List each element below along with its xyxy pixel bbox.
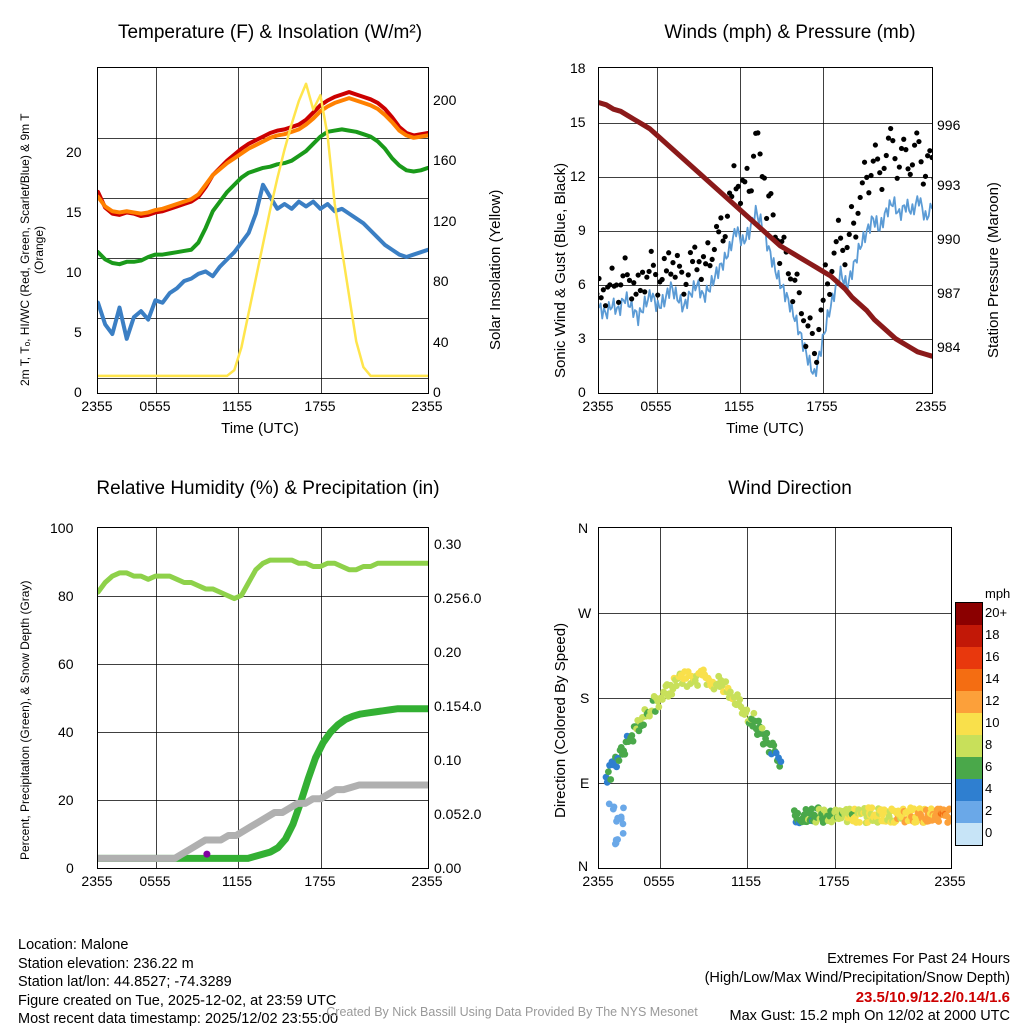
colorbar-segment: [956, 603, 982, 625]
plot-area-humidity: [97, 527, 429, 869]
colorbar-segment: [956, 691, 982, 713]
chart-title-temperature: Temperature (F) & Insolation (W/m²): [40, 22, 500, 44]
extremes-values: 23.5/10.9/12.2/0.14/1.6: [705, 988, 1010, 1007]
colorbar-segment: [956, 647, 982, 669]
chart-title-humidity: Relative Humidity (%) & Precipitation (in): [8, 478, 528, 500]
y-axis-label-wind-left: Sonic Wind & Gust (Blue, Black): [552, 135, 569, 405]
xtick-wind-1: 0555: [626, 398, 686, 414]
ytick-wind-3: 3: [578, 330, 586, 346]
colorbar-tick: 0: [985, 825, 992, 840]
y-axis-label-pressure-right: Station Pressure (Maroon): [985, 140, 1002, 400]
ytick-wind-6: 6: [578, 276, 586, 292]
ytick-snow-6: 6.0: [462, 590, 481, 606]
y-axis-label-temperature-left: 2m T, Tₒ, HI/WC (Red, Green, Scarlet/Blue) & 9m T (Orange): [18, 110, 46, 390]
ytick-precip-010: 0.10: [434, 752, 461, 768]
ytick-precip-025: 0.25: [434, 590, 461, 606]
ytick-insol-40: 40: [433, 334, 449, 350]
colorbar-segment: [956, 801, 982, 823]
colorbar-tick: 12: [985, 693, 999, 708]
ytick-temp-10: 10: [66, 264, 82, 280]
ytick-press-993: 993: [937, 177, 960, 193]
ytick-wind-18: 18: [570, 60, 586, 76]
xtick-temp-0: 2355: [67, 398, 127, 414]
figure-credit: Created By Nick Bassill Using Data Provided By The NYS Mesonet: [0, 1005, 1024, 1019]
xtick-temp-4: 2355: [397, 398, 457, 414]
chart-title-winds: Winds (mph) & Pressure (mb): [580, 22, 1000, 44]
plot-area-temperature: [97, 67, 429, 394]
xtick-rh-4: 2355: [397, 873, 457, 889]
ytick-temp-5: 5: [74, 324, 82, 340]
xtick-dir-3: 1755: [804, 873, 864, 889]
ytick-wind-12: 12: [570, 168, 586, 184]
series-humidity: [98, 528, 428, 868]
ytick-insol-0: 0: [433, 384, 441, 400]
colorbar-tick: 4: [985, 781, 992, 796]
colorbar-segment: [956, 713, 982, 735]
y-axis-label-humidity-left: Percent, Precipitation (Green), & Snow Depth (Gray): [18, 570, 32, 870]
ytick-wind-9: 9: [578, 222, 586, 238]
xtick-rh-1: 0555: [125, 873, 185, 889]
colorbar-segment: [956, 669, 982, 691]
xtick-rh-0: 2355: [67, 873, 127, 889]
ytick-wind-0: 0: [578, 384, 586, 400]
ytick-precip-005: 0.05: [434, 806, 461, 822]
ytick-precip-0: 0.00: [434, 860, 461, 876]
xtick-rh-2: 1155: [207, 873, 267, 889]
x-axis-label-temperature: Time (UTC): [160, 420, 360, 437]
colorbar-tick: 18: [985, 627, 999, 642]
ytick-press-987: 987: [937, 285, 960, 301]
ytick-dir-w: W: [578, 605, 591, 621]
colorbar-segment: [956, 735, 982, 757]
ytick-precip-030: 0.30: [434, 536, 461, 552]
ytick-rh-100: 100: [50, 520, 73, 536]
ytick-rh-0: 0: [66, 860, 74, 876]
ytick-temp-20: 20: [66, 144, 82, 160]
ytick-rh-40: 40: [58, 724, 74, 740]
xtick-wind-0: 2355: [568, 398, 628, 414]
colorbar-tick: 6: [985, 759, 992, 774]
colorbar-segment: [956, 779, 982, 801]
xtick-temp-1: 0555: [125, 398, 185, 414]
ytick-dir-e: E: [580, 775, 589, 791]
xtick-wind-2: 1155: [709, 398, 769, 414]
ytick-rh-60: 60: [58, 656, 74, 672]
series-winds: [599, 68, 932, 393]
ytick-dir-n-top: N: [578, 520, 588, 536]
max-gust: Max Gust: 15.2 mph On 12/02 at 2000 UTC: [705, 1007, 1010, 1026]
xtick-wind-4: 2355: [901, 398, 961, 414]
ytick-press-996: 996: [937, 117, 960, 133]
ytick-precip-015: 0.15: [434, 698, 461, 714]
ytick-insol-160: 160: [433, 152, 456, 168]
ytick-precip-020: 0.20: [434, 644, 461, 660]
colorbar-tick: 16: [985, 649, 999, 664]
ytick-temp-15: 15: [66, 204, 82, 220]
colorbar-tick: 14: [985, 671, 999, 686]
colorbar-tick: 20+: [985, 605, 1007, 620]
ytick-press-990: 990: [937, 231, 960, 247]
chart-title-wind-direction: Wind Direction: [600, 478, 980, 500]
footer-latlon: Station lat/lon: 44.8527; -74.3289: [18, 973, 338, 992]
colorbar: [955, 602, 983, 846]
footer-timestamp: Most recent data timestamp: 2025/12/02 23:55:00: [18, 1010, 338, 1029]
colorbar-segment: [956, 823, 982, 845]
series-wind-direction: [599, 528, 951, 868]
colorbar-segment: [956, 757, 982, 779]
colorbar-tick: 2: [985, 803, 992, 818]
ytick-insol-120: 120: [433, 213, 456, 229]
footer-location: Location: Malone: [18, 936, 338, 955]
footer-elevation: Station elevation: 236.22 m: [18, 955, 338, 974]
xtick-dir-2: 1155: [716, 873, 776, 889]
xtick-temp-3: 1755: [290, 398, 350, 414]
xtick-temp-2: 1155: [207, 398, 267, 414]
ytick-temp-0: 0: [74, 384, 82, 400]
series-temperature: [98, 68, 428, 393]
ytick-rh-20: 20: [58, 792, 74, 808]
ytick-rh-80: 80: [58, 588, 74, 604]
xtick-wind-3: 1755: [792, 398, 852, 414]
footer-created: Figure created on Tue, 2025-12-02, at 23:59 UTC: [18, 992, 338, 1011]
plot-area-wind-direction: [598, 527, 952, 869]
x-axis-label-winds: Time (UTC): [665, 420, 865, 437]
y-axis-label-insolation-right: Solar Insolation (Yellow): [487, 160, 504, 380]
colorbar-label: mph: [985, 586, 1010, 601]
ytick-snow-4: 4.0: [462, 698, 481, 714]
y-axis-label-direction: Direction (Colored By Speed): [552, 600, 569, 840]
ytick-dir-s: S: [580, 690, 589, 706]
extremes-subtitle: (High/Low/Max Wind/Precipitation/Snow Depth): [705, 969, 1010, 988]
colorbar-tick: 10: [985, 715, 999, 730]
ytick-wind-15: 15: [570, 114, 586, 130]
xtick-rh-3: 1755: [290, 873, 350, 889]
xtick-dir-1: 0555: [629, 873, 689, 889]
extremes-title: Extremes For Past 24 Hours: [705, 950, 1010, 969]
xtick-dir-4: 2355: [920, 873, 980, 889]
colorbar-segment: [956, 625, 982, 647]
ytick-insol-80: 80: [433, 273, 449, 289]
plot-area-winds: [598, 67, 933, 394]
xtick-dir-0: 2355: [568, 873, 628, 889]
ytick-insol-200: 200: [433, 92, 456, 108]
ytick-press-984: 984: [937, 339, 960, 355]
ytick-dir-n-bottom: N: [578, 858, 588, 874]
colorbar-tick: 8: [985, 737, 992, 752]
ytick-snow-2: 2.0: [462, 806, 481, 822]
